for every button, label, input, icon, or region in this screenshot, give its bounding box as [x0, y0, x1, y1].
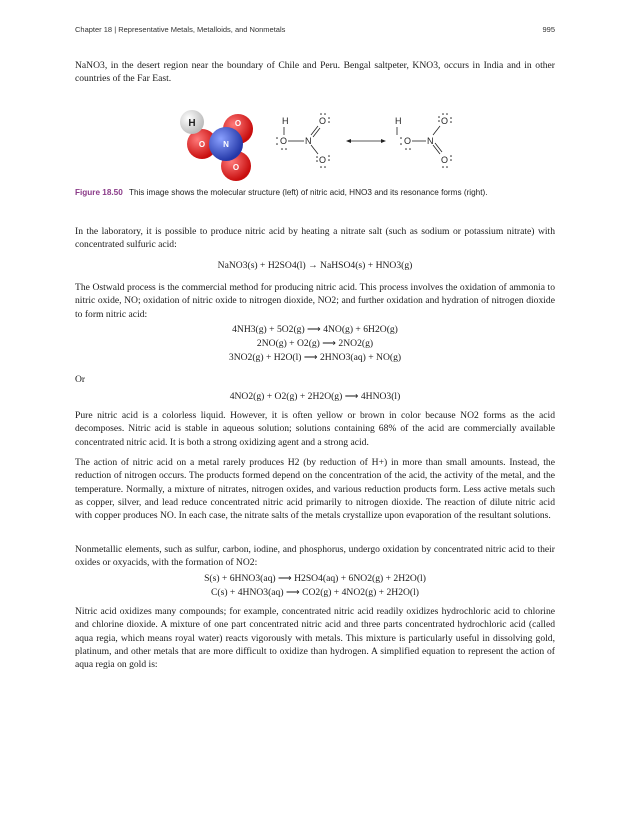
atom-label-h: H: [188, 118, 196, 129]
page-number: 995: [542, 25, 555, 34]
equation-2c: 3NO2(g) + H2O(l) ⟶ 2HNO3(aq) + NO(g): [228, 352, 402, 363]
lewis-structure-2: [395, 113, 452, 168]
paragraph-5: The action of nitric acid on a metal rarely produces H2 (by reduction of H+) in more than small amounts. Instead, the reduction of nitrogen occurs. The products formed depend on the concentration of the acid, the activity of the metal, and the temperature. Normally, a mixture of nitrates, nitrogen oxides, and various reduction products form. Less active metals such as copper, silver, and lead reduce concentrated nitric acid primarily to nitrogen dioxide. The reaction of dilute nitric acid with copper produces NO. In each case, the nitrate salts of the metals crystallize upon evaporation of the resultant solutions.: [75, 457, 555, 522]
svg-text:O: O: [441, 116, 449, 126]
paragraph-3: The Ostwald process is the commercial method for producing nitric acid. This process involves the oxidation of ammonia to nitric oxide, NO; oxidation of nitric oxide to nitrogen dioxide, NO2; and further oxidation and hydration of nitrogen dioxide to form nitric acid:: [75, 282, 555, 320]
space-filling-model: [180, 110, 253, 181]
nitric-acid-figure: [180, 104, 480, 184]
svg-text:O: O: [319, 116, 327, 126]
equation-3: 4NO2(g) + O2(g) + 2H2O(g) ⟶ 4HNO3(l): [229, 391, 401, 402]
equation-2a: 4NH3(g) + 5O2(g) ⟶ 4NO(g) + 6H2O(g): [232, 324, 398, 335]
lewis-structure-1: [276, 113, 330, 168]
resonance-arrow: [346, 139, 386, 143]
svg-text:O: O: [441, 155, 449, 165]
equation-2b: 2NO(g) + O2(g) ⟶ 2NO2(g): [256, 338, 374, 349]
svg-text:H: H: [395, 116, 402, 126]
paragraph-2: In the laboratory, it is possible to produce nitric acid by heating a nitrate salt (such as sodium or potassium nitrate) with concentrated sulfuric acid:: [75, 226, 555, 251]
figure-number: Figure 18.50: [75, 188, 123, 197]
svg-text:N: N: [427, 136, 434, 146]
chapter-title: Chapter 18 | Representative Metals, Metalloids, and Nonmetals: [75, 25, 286, 34]
atom-label-o: O: [234, 119, 242, 128]
paragraph-1: NaNO3, in the desert region near the boundary of Chile and Peru. Bengal saltpeter, KNO3, occurs in India and in other countries of the Far East.: [75, 60, 555, 85]
figure-caption-text: This image shows the molecular structure (left) of nitric acid, HNO3 and its resonance forms (right).: [128, 188, 488, 197]
atom-label-o: O: [198, 140, 206, 149]
page-header: [75, 25, 555, 37]
equation-1: NaNO3(s) + H2SO4(l) → NaHSO4(s) + HNO3(g): [217, 260, 413, 271]
atom-label-o: O: [232, 163, 240, 172]
svg-text:O: O: [319, 155, 327, 165]
equation-4b: C(s) + 4HNO3(aq) ⟶ CO2(g) + 4NO2(g) + 2H2O(l): [211, 587, 419, 598]
svg-text:H: H: [282, 116, 289, 126]
or-text: Or: [75, 374, 86, 385]
equation-4a: S(s) + 6HNO3(aq) ⟶ H2SO4(aq) + 6NO2(g) + 2H2O(l): [204, 573, 426, 584]
svg-text:O: O: [280, 136, 288, 146]
svg-text:O: O: [404, 136, 412, 146]
molecule-diagram: [180, 104, 480, 184]
atom-label-n: N: [223, 140, 229, 149]
paragraph-6: Nonmetallic elements, such as sulfur, carbon, iodine, and phosphorus, undergo oxidation by concentrated nitric acid to their oxides or oxyacids, with the formation of NO2:: [75, 544, 555, 569]
svg-text:N: N: [305, 136, 312, 146]
figure-caption: [75, 188, 555, 197]
paragraph-7: Nitric acid oxidizes many compounds; for example, concentrated nitric acid readily oxidizes hydrochloric acid to chlorine and chlorine dioxide. A mixture of one part concentrated nitric acid and three parts concentrated hydrochloric acid (called aqua regia, which means royal water) reacts vigorously with metals. This mixture is particularly useful in dissolving gold, platinum, and other metals that are more difficult to oxidize than hydrogen. A simplified equation to represent the action of aqua regia on gold is:: [75, 606, 555, 671]
paragraph-4: Pure nitric acid is a colorless liquid. However, it is often yellow or brown in color because NO2 forms as the acid decomposes. Nitric acid is stable in aqueous solution; solutions containing 68% of the acid are commercially available concentrated nitric acid. It is both a strong oxidizing agent and a strong acid.: [75, 410, 555, 448]
